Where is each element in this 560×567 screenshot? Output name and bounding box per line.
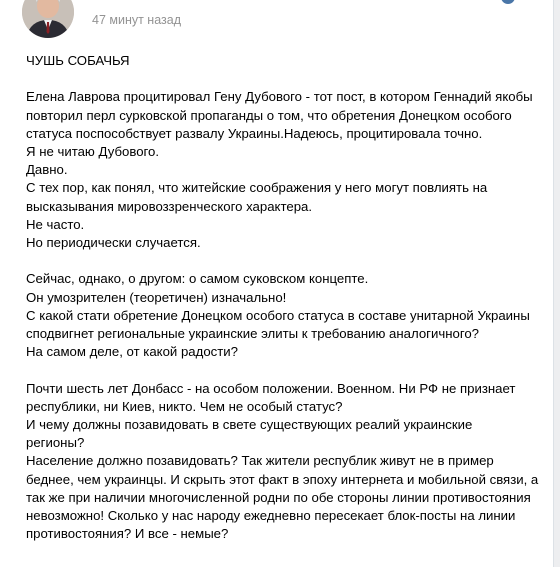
post-line: С какой стати обретение Донецком особого статуса в составе унитарной Украины bbox=[26, 307, 530, 323]
post-line: Давно. bbox=[26, 162, 68, 178]
post-line: На самом деле, от какой радости? bbox=[26, 344, 238, 360]
post-line: Я не читаю Дубового. bbox=[26, 144, 160, 159]
post-line: республики, ни Киев, никто. Чем не особый статус? bbox=[26, 398, 343, 414]
post-line: Население должно позавидовать? Так жители республик живут не в пример bbox=[26, 453, 494, 469]
post-line: так же при наличии многочисленной родни по обе стороны линии противостояния bbox=[26, 489, 531, 505]
post-line: повторил перл сурковской пропаганды о том, что обретения Донецком особого bbox=[26, 107, 512, 123]
post-line: С тех пор, как понял, что житейские соображения у него могут повлиять на bbox=[26, 180, 488, 196]
post-line: Сейчас, однако, о другом: о самом суковском концепте. bbox=[26, 271, 369, 287]
post-line: Он умозрителен (теоретичен) изначально! bbox=[26, 289, 287, 305]
post-line: Не часто. bbox=[26, 216, 85, 232]
post-title: ЧУШЬ СОБАЧЬЯ bbox=[26, 53, 130, 68]
post-line: статуса поспособствует развалу Украины.Надеюсь, процитировала точно. bbox=[26, 125, 483, 141]
post-line: Но периодически случается. bbox=[26, 235, 201, 251]
post-line: противостояния? И все - немые? bbox=[26, 526, 229, 542]
post-header bbox=[0, 0, 553, 40]
post-line: высказывания мировоззренческого характера. bbox=[26, 198, 313, 214]
post-menu-icon[interactable] bbox=[501, 0, 515, 4]
post-text bbox=[26, 52, 544, 543]
avatar-image bbox=[22, 0, 74, 38]
author-avatar[interactable] bbox=[22, 0, 74, 38]
paragraph-gap bbox=[26, 361, 544, 379]
post-line: Елена Лаврова процитировал Гену Дубового - тот пост, в котором Геннадий якобы bbox=[26, 89, 533, 105]
paragraph-gap bbox=[26, 70, 544, 88]
post-line: И чему должны позавидовать в свете существующих реалий украинские bbox=[26, 417, 473, 433]
post-line: сподвигнет региональные украинские элиты к требованию аналогичного? bbox=[26, 326, 480, 342]
post-line: регионы? bbox=[26, 435, 85, 451]
post-timestamp[interactable]: 47 минут назад bbox=[92, 13, 181, 27]
post-line: беднее, чем украинцы. И скрыть этот факт в эпоху интернета и мобильной связи, а bbox=[26, 471, 539, 487]
paragraph-gap bbox=[26, 252, 544, 270]
post-line: Почти шесть лет Донбасс - на особом положении. Военном. Ни РФ не признает bbox=[26, 380, 516, 396]
post-line: невозможно! Сколько у нас народу ежедневно пересекает блок-посты на линии bbox=[26, 508, 516, 524]
